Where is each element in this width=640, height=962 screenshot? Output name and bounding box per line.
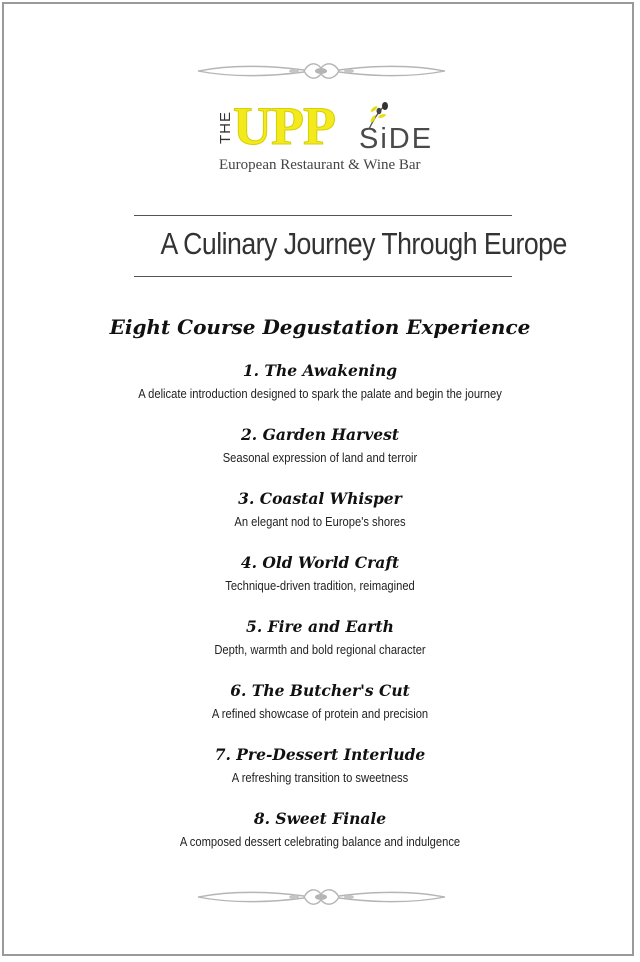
course-description: A delicate introduction designed to spark the palate and begin the journey (138, 386, 502, 401)
course-item (4, 553, 636, 617)
course-name: 4. Old World Craft (240, 553, 400, 572)
course-description: Depth, warmth and bold regional character (214, 642, 426, 657)
logo-the-text: THE (217, 111, 234, 144)
restaurant-logo (217, 96, 447, 181)
course-item (4, 745, 636, 809)
course-item (4, 425, 636, 489)
course-description: A refined showcase of protein and precision (211, 706, 429, 721)
menu-page (2, 2, 634, 956)
title-bottom-rule (134, 276, 512, 277)
bottom-ornament-icon (194, 886, 449, 908)
page-title: A Culinary Journey Through Europe (160, 226, 567, 261)
course-name: 1. The Awakening (242, 361, 398, 380)
course-description: A composed dessert celebrating balance and indulgence (179, 834, 461, 849)
logo-tagline: European Restaurant & Wine Bar (219, 157, 421, 173)
course-name: 6. The Butcher's Cut (230, 681, 410, 700)
course-name: 8. Sweet Finale (253, 809, 387, 828)
course-description: Seasonal expression of land and terroir (222, 450, 418, 465)
course-description: Technique-driven tradition, reimagined (225, 578, 415, 593)
logo-upp-text: UPP (233, 96, 335, 156)
course-list (4, 361, 636, 873)
logo-side-text: SiDE (359, 123, 434, 155)
course-name: 5. Fire and Earth (246, 617, 394, 636)
course-item (4, 809, 636, 873)
course-item (4, 489, 636, 553)
top-ornament-icon (194, 60, 449, 82)
course-name: 7. Pre-Dessert Interlude (214, 745, 426, 764)
course-name: 2. Garden Harvest (241, 425, 399, 444)
course-item (4, 681, 636, 745)
course-item (4, 617, 636, 681)
course-item (4, 361, 636, 425)
title-top-rule (134, 215, 512, 216)
course-description: An elegant nod to Europe's shores (234, 514, 406, 529)
course-name: 3. Coastal Whisper (238, 489, 402, 508)
course-description: A refreshing transition to sweetness (231, 770, 409, 785)
menu-subtitle: Eight Course Degustation Experience (109, 315, 531, 339)
